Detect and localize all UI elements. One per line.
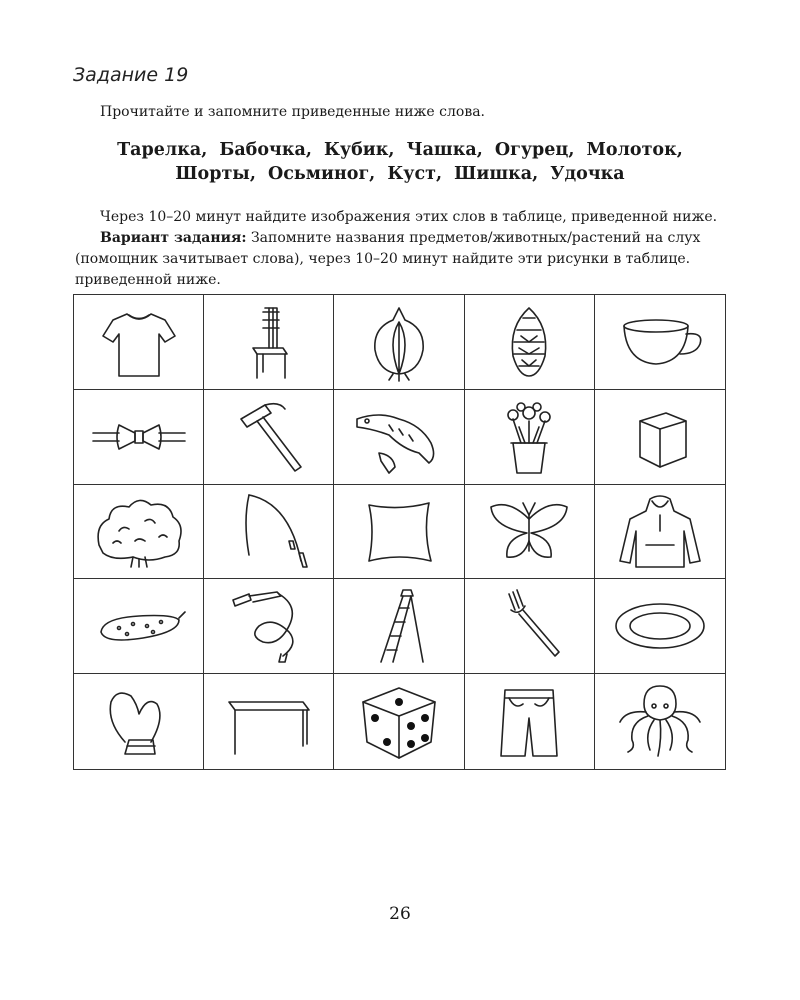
picture-grid [73, 294, 726, 770]
butterfly-icon [479, 491, 579, 571]
grid-cell [334, 579, 464, 674]
plate-icon [610, 586, 710, 666]
cup-icon [610, 302, 710, 382]
dice-icon [349, 682, 449, 762]
pike-fish-icon [349, 397, 449, 477]
grid-cell [334, 295, 464, 390]
fishing-rod-icon [219, 491, 319, 571]
fork-icon [479, 586, 579, 666]
grid-cell [465, 674, 595, 769]
grid-cell [334, 390, 464, 485]
grid-cell [595, 579, 725, 674]
grid-cell [465, 390, 595, 485]
grid-cell [595, 295, 725, 390]
variant-text: Запомните названия предметов/животных/растений на слух (помощник зачитывает слова), через 10–20 минут найдите эти рисунки в таблице. приведенной ниже. [75, 230, 701, 288]
grid-cell [74, 390, 204, 485]
bow-tie-icon [89, 397, 189, 477]
hammer-icon [219, 397, 319, 477]
task-paragraph [75, 207, 735, 291]
grid-cell [465, 485, 595, 580]
chair-icon [219, 302, 319, 382]
onion-icon [349, 302, 449, 382]
shorts-icon [479, 682, 579, 762]
pine-cone-icon [479, 302, 579, 382]
mitten-icon [89, 682, 189, 762]
grid-cell [595, 485, 725, 580]
grid-cell [74, 485, 204, 580]
table-icon [219, 682, 319, 762]
grid-cell [204, 485, 334, 580]
grid-cell [595, 390, 725, 485]
cucumber-icon [89, 586, 189, 666]
stepladder-icon [349, 586, 449, 666]
grid-cell [204, 674, 334, 769]
grid-cell [334, 674, 464, 769]
grid-cell [204, 295, 334, 390]
page-number: 26 [389, 904, 411, 924]
variant-label: Вариант задания: [100, 230, 247, 246]
jump-rope-icon [219, 586, 319, 666]
grid-cell [334, 485, 464, 580]
grid-cell [74, 674, 204, 769]
grid-cell [595, 674, 725, 769]
task-heading: Задание 19 [73, 64, 189, 86]
instruction-text: Прочитайте и запомните приведенные ниже слова. [100, 104, 485, 120]
grid-cell [204, 579, 334, 674]
hoodie-icon [610, 491, 710, 571]
cube-icon [610, 397, 710, 477]
timing-instruction: Через 10–20 минут найдите изображения этих слов в таблице, приведенной ниже. [100, 209, 718, 225]
t-shirt-icon [89, 302, 189, 382]
flower-pot-icon [479, 397, 579, 477]
pillow-icon [349, 491, 449, 571]
grid-cell [74, 295, 204, 390]
grid-cell [465, 295, 595, 390]
bush-icon [89, 491, 189, 571]
variant-paragraph [75, 228, 735, 291]
words-line-1: Тарелка, Бабочка, Кубик, Чашка, Огурец, Молоток, [117, 140, 683, 160]
grid-cell [74, 579, 204, 674]
grid-cell [465, 579, 595, 674]
grid-cell [204, 390, 334, 485]
words-line-2: Шорты, Осьминог, Куст, Шишка, Удочка [175, 164, 625, 184]
octopus-icon [610, 682, 710, 762]
